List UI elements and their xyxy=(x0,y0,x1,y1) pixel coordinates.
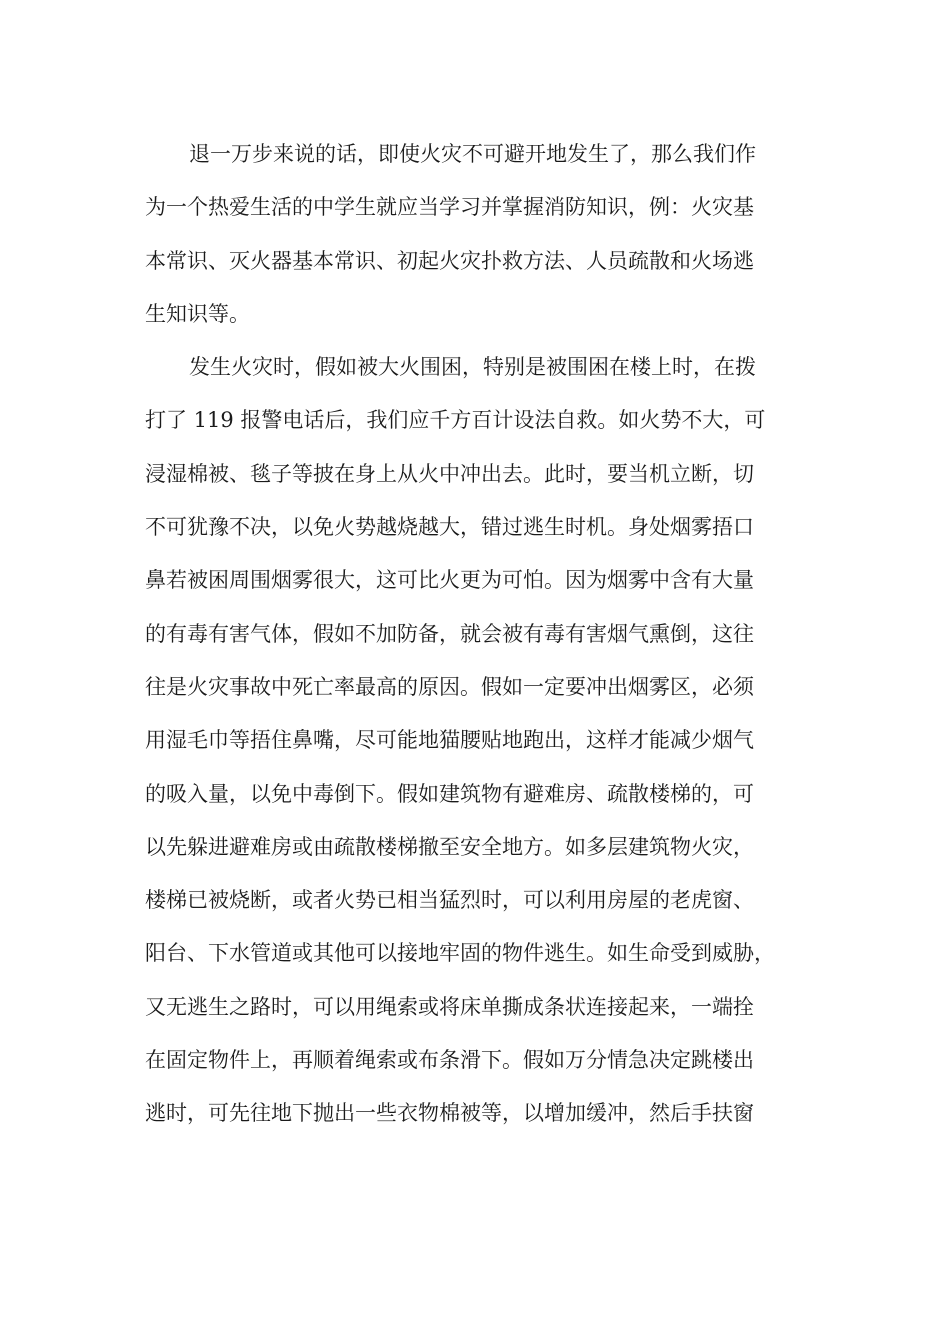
paragraph-line: 发生火灾时，假如被大火围困，特别是被围困在楼上时，在拨 xyxy=(189,355,756,380)
paragraph-line: 以先躲进避难房或由疏散楼梯撤至安全地方。如多层建筑物火灾， xyxy=(145,834,754,859)
paragraph-line: 往是火灾事故中死亡率最高的原因。假如一定要冲出烟雾区，必须 xyxy=(145,674,754,699)
paragraph-line: 鼻若被困周围烟雾很大，这可比火更为可怕。因为烟雾中含有大量 xyxy=(145,568,754,593)
paragraph-line: 浸湿棉被、毯子等披在身上从火中冲出去。此时，要当机立断，切 xyxy=(145,461,754,486)
paragraph-line: 退一万步来说的话，即使火灾不可避开地发生了，那么我们作 xyxy=(189,142,756,166)
paragraph-line: 在固定物件上，再顺着绳索或布条滑下。假如万分情急决定跳楼出 xyxy=(145,1048,754,1073)
paragraph-line: 不可犹豫不决，以免火势越烧越大，错过逃生时机。身处烟雾捂口 xyxy=(145,515,754,540)
paragraph-line: 的有毒有害气体，假如不加防备，就会被有毒有害烟气熏倒，这往 xyxy=(145,621,754,646)
paragraph-line: 的吸入量，以免中毒倒下。假如建筑物有避难房、疏散楼梯的，可 xyxy=(145,781,754,806)
paragraph-line: 本常识、灭火器基本常识、初起火灾扑救方法、人员疏散和火场逃 xyxy=(145,248,754,273)
paragraph-line: 阳台、下水管道或其他可以接地牢固的物件逃生。如生命受到威胁， xyxy=(145,941,775,966)
paragraph-2 xyxy=(145,341,820,1140)
paragraph-1 xyxy=(145,128,820,341)
paragraph-line: 用湿毛巾等捂住鼻嘴，尽可能地猫腰贴地跑出，这样才能减少烟气 xyxy=(145,728,754,753)
document-body xyxy=(145,128,820,1141)
paragraph-line: 楼梯已被烧断，或者火势已相当猛烈时，可以利用房屋的老虎窗、 xyxy=(145,888,754,913)
paragraph-line: 生知识等。 xyxy=(145,301,250,326)
paragraph-line: 逃时，可先往地下抛出一些衣物棉被等，以增加缓冲，然后手扶窗 xyxy=(145,1101,754,1126)
paragraph-line: 为一个热爱生活的中学生就应当学习并掌握消防知识，例：火灾基 xyxy=(145,195,754,220)
paragraph-line: 又无逃生之路时，可以用绳索或将床单撕成条状连接起来，一端拴 xyxy=(145,994,754,1019)
paragraph-line: 打了 119 报警电话后，我们应千方百计设法自救。如火势不大，可 xyxy=(145,408,766,433)
